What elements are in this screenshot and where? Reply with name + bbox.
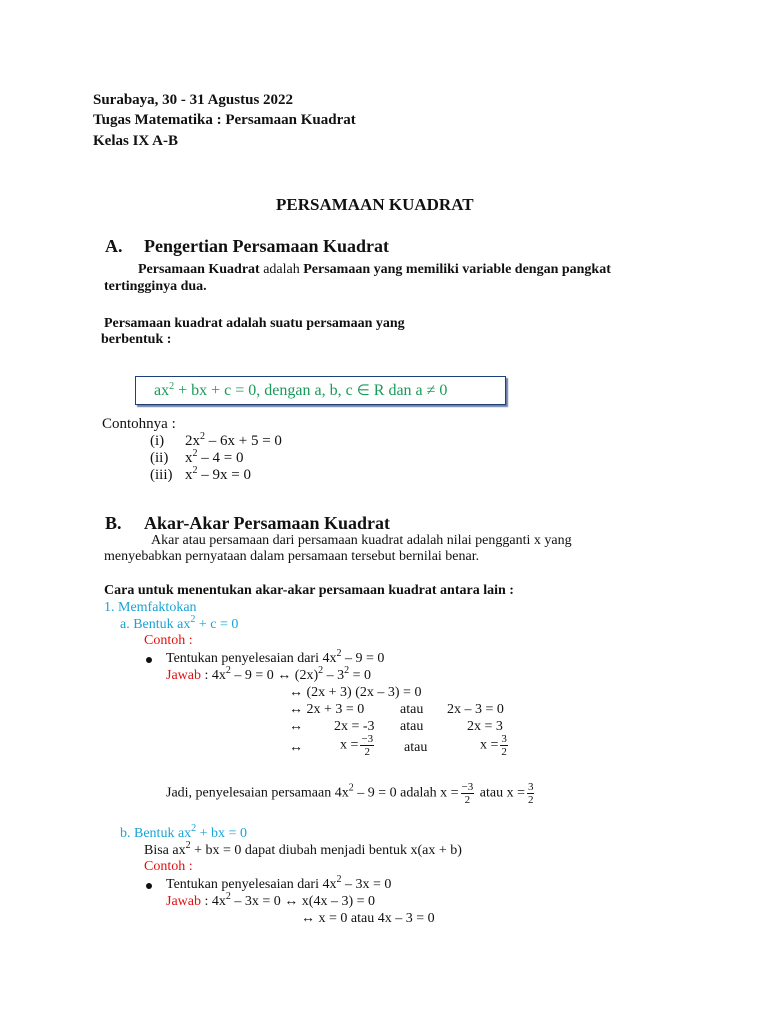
answer-b-step-2: ↔ x = 0 atau 4x – 3 = 0 — [301, 911, 435, 926]
section-b-para-line-1: Akar atau persamaan dari persamaan kuadrat adalah nilai pengganti x yang — [151, 533, 572, 548]
bullet-icon — [146, 657, 152, 663]
fraction: $\frac{-3}{2}$ — [461, 781, 474, 806]
example-label-b: Contoh : — [144, 859, 193, 874]
answer-a-step-5-or: atau — [404, 740, 428, 755]
formula-part: ax — [154, 382, 170, 399]
formula-exponent: 2 — [169, 381, 175, 392]
examples-label: Contohnya : — [102, 416, 176, 432]
equivalence-arrow: ↔ — [289, 719, 303, 734]
task-b: Tentukan penyelesaian dari $4x^2 - 3x = 0$ — [166, 874, 392, 892]
fraction: $\frac{3}{2}$ — [501, 733, 507, 758]
formula-part: + bx + c = 0, dengan a, b, c — [174, 382, 357, 399]
answer-a-step-5-left: x = $\frac{-3}{2}$ — [340, 733, 374, 758]
methods-heading: Cara untuk menentukan akar-akar persamaan kuadrat antara lain : — [104, 583, 514, 598]
section-a-letter: A. — [105, 236, 123, 256]
answer-label: Jawab — [166, 668, 201, 683]
example-number: (i) — [150, 433, 165, 449]
fraction: $\frac{-3}{2}$ — [361, 733, 374, 758]
header-subject: Tugas Matematika : Persamaan Kuadrat — [93, 112, 356, 128]
subsection-b-title: b. Bentuk $ax^2$ + bx = 0 — [120, 823, 247, 841]
general-form-formula — [154, 381, 447, 400]
answer-label: Jawab — [166, 894, 201, 909]
example-equation: $2x^2 - 6x + 5 = 0$ — [185, 431, 282, 449]
header-class: Kelas IX A-B — [93, 133, 179, 149]
task-a: Tentukan penyelesaian dari $4x^2 - 9 = 0$ — [166, 648, 385, 666]
answer-a-step-4-right: 2x = 3 — [467, 719, 503, 734]
element-of-symbol: ∈ — [356, 383, 370, 399]
example-equation: $x^2 - 4 = 0$ — [185, 448, 244, 466]
answer-a-step-1: Jawab : $4x^2 - 9 = 0$ ↔ $(2x)^2 - 3^2 = 0$ — [166, 665, 372, 683]
subsection-b-description: Bisa $ax^2$ + bx = 0 dapat diubah menjadi bentuk x(ax + b) — [144, 840, 462, 858]
bullet-icon — [146, 883, 152, 889]
formula-part: R dan a ≠ 0 — [369, 382, 448, 399]
example-number: (iii) — [150, 467, 173, 483]
answer-a-step-3-right: 2x – 3 = 0 — [447, 702, 504, 717]
example-label-a: Contoh : — [144, 633, 193, 648]
definition-connector: adalah — [259, 262, 304, 277]
section-b-heading: Akar-Akar Persamaan Kuadrat — [144, 513, 390, 533]
answer-b-step-1: Jawab : $4x^2 - 3x = 0$ ↔ x(4x – 3) = 0 — [166, 891, 376, 909]
definition-line-2: tertingginya dua. — [104, 279, 207, 294]
fraction: $\frac{3}{2}$ — [527, 781, 534, 806]
example-number: (ii) — [150, 450, 169, 466]
form-intro-line-2: berbentuk : — [101, 332, 172, 347]
section-b-letter: B. — [105, 513, 122, 533]
subsection-a-title: a. Bentuk $ax^2 + c = 0$ — [120, 614, 239, 632]
header-location-date: Surabaya, 30 - 31 Agustus 2022 — [93, 92, 294, 108]
answer-a-step-2: ↔ (2x + 3) (2x – 3) = 0 — [289, 685, 422, 700]
answer-a-step-3-left: ↔ 2x + 3 = 0 — [289, 702, 365, 717]
method-1-title: 1. Memfaktokan — [104, 600, 197, 615]
definition-term: Persamaan Kuadrat — [138, 262, 260, 277]
section-a-heading: Pengertian Persamaan Kuadrat — [144, 236, 389, 256]
page-title: PERSAMAAN KUADRAT — [276, 195, 474, 214]
definition-line-1 — [138, 262, 611, 278]
answer-a-step-4-left: 2x = -3 — [334, 719, 375, 734]
answer-a-step-3-or: atau — [400, 702, 424, 717]
answer-a-step-4-or: atau — [400, 719, 424, 734]
general-form-box — [135, 376, 506, 405]
equivalence-arrow: ↔ — [289, 740, 303, 755]
definition-text: Persamaan yang memiliki variable dengan pangkat — [303, 262, 611, 277]
answer-a-step-5-right: x = $\frac{3}{2}$ — [480, 733, 507, 758]
section-b-para-line-2: menyebabkan pernyataan dalam persamaan tersebut bernilai benar. — [104, 549, 480, 564]
form-intro-line-1: Persamaan kuadrat adalah suatu persamaan yang — [104, 316, 405, 331]
example-equation: $x^2 - 9x = 0$ — [185, 465, 251, 483]
conclusion-a: Jadi, penyelesaian persamaan $4x^2 - 9 = 0$ adalah x = $\frac{-3}{2}$ atau x = $\frac{3}{2}$ — [166, 781, 534, 806]
